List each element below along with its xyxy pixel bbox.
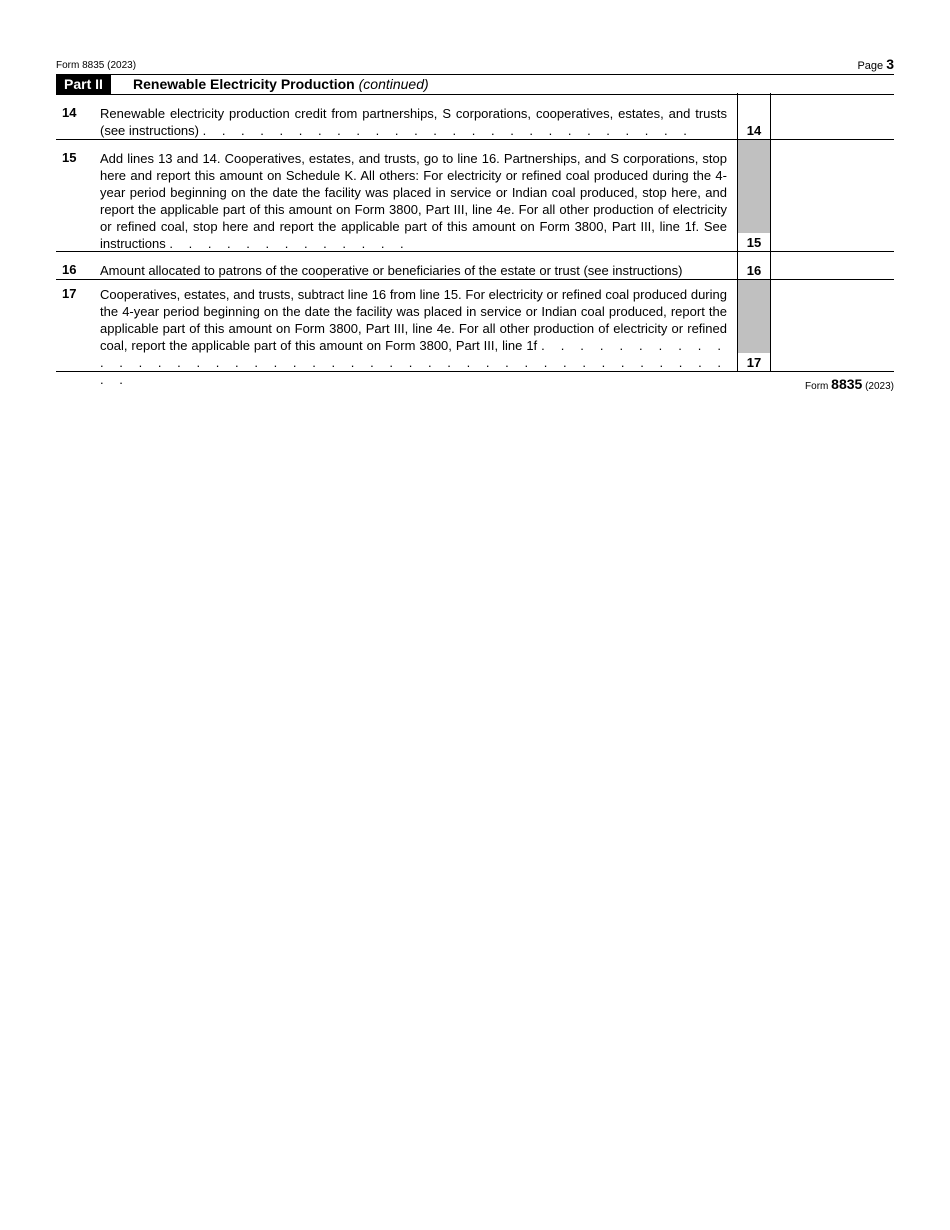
amount-field-15[interactable] (772, 140, 894, 251)
amount-field-17[interactable] (772, 280, 894, 371)
line-description: Amount allocated to patrons of the cooperative or beneficiaries of the estate or trust (see instructions) (100, 263, 683, 278)
footer-form-number: 8835 (831, 376, 863, 392)
amount-field-14[interactable] (772, 93, 894, 139)
part-title-text: Renewable Electricity Production (133, 76, 355, 92)
footer-form-word: Form (805, 381, 829, 392)
line-number: 14 (62, 105, 77, 120)
form-line-16 (56, 252, 894, 280)
form-line-14 (56, 93, 894, 140)
part-title (133, 75, 429, 94)
line-box (737, 252, 771, 279)
part-header (56, 74, 894, 95)
shaded-area (738, 140, 770, 233)
line-box-number: 17 (746, 355, 762, 370)
line-box-number: 16 (746, 263, 762, 278)
amount-field-16[interactable] (772, 252, 894, 279)
line-number: 15 (62, 150, 77, 165)
form-line-15 (56, 140, 894, 252)
part-title-suffix: (continued) (358, 76, 429, 92)
line-description: Cooperatives, estates, and trusts, subtract line 16 from line 15. For electricity or refined coal produced during the 4-year period beginning on the date the facility was placed in service or Indian coal produced, report the applicable part of this amount on Form 3800, Part III, line 4e. For all other production of electricity or refined coal, report the applicable part of this amount on Form 3800, Part III, line 1f . . . . . . . . . . . . . . . . . . . . . . . . . . . . . . . . . . . . . . . . . . . . . (100, 287, 727, 387)
dot-leader: . . . . . . . . . . . . . (169, 236, 410, 251)
line-box (737, 140, 771, 251)
line-box-number: 15 (746, 235, 762, 250)
dot-leader: . . . . . . . . . . . . . . . . . . . . . . . . . . (202, 123, 693, 138)
line-description: Add lines 13 and 14. Cooperatives, estates, and trusts, go to line 16. Partnerships, and S corporations, stop here and report this amount on Schedule K. All others: For electricity or refined coal produced during the 4-year period beginning on the date the facility was placed in service or Indian coal produced, stop here, and report the applicable part of this amount on Form 3800, Part III, line 4e. For all other production of electricity or refined coal, stop here and report the applicable part of this amount on Form 3800, Part III, line 1f. See instructions . . . . . . . . . . . . . (100, 151, 727, 251)
part-label: Part II (56, 75, 111, 94)
shaded-area (738, 280, 770, 353)
line-number: 16 (62, 262, 77, 277)
page-number: 3 (886, 56, 894, 72)
footer-year: (2023) (865, 381, 894, 392)
form-reference: Form 8835 (2023) (56, 60, 137, 71)
page-header (56, 56, 894, 74)
line-number: 17 (62, 286, 77, 301)
page-indicator (857, 56, 894, 72)
line-box (737, 93, 771, 139)
line-box (737, 280, 771, 371)
line-description: Renewable electricity production credit from partnerships, S corporations, cooperatives, estates, and trusts (see instructions) . . . . . . . . . . . . . . . . . . . . . . . . . . (100, 106, 727, 138)
dot-leader: . . . . . . . . . . . . . . . . . . . . . . . . . . . . . . . . . . . . . . . . . . . . . (100, 338, 727, 387)
page-label: Page (857, 60, 884, 72)
page-footer (805, 376, 894, 392)
line-box-number: 14 (746, 123, 762, 138)
